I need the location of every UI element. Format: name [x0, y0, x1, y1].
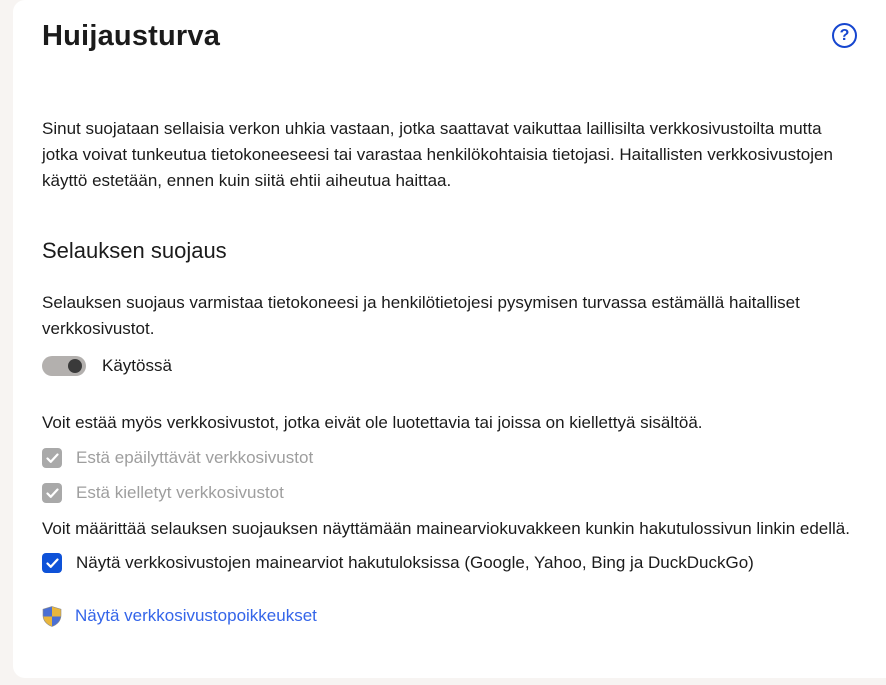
block-sites-info: Voit estää myös verkkosivustot, jotka eivät ole luotettavia tai joissa on kiellettyä sisältöä.: [42, 413, 703, 432]
checkbox-row-suspicious-sites: [42, 445, 858, 471]
rating-icon-info: Voit määrittää selauksen suojauksen näyttämään mainearviokuvakkeen kunkin hakutulossivun linkin edellä.: [42, 519, 850, 538]
settings-content: [13, 0, 886, 678]
checkmark-icon: [46, 453, 59, 464]
browsing-protection-description: Selauksen suojaus varmistaa tietokoneesi ja henkilötietojesi pysymisen turvassa estämällä haitalliset verkkosivustot.: [42, 293, 800, 338]
toggle-state-label: Käytössä: [102, 356, 172, 375]
browsing-protection-toggle[interactable]: [42, 356, 86, 376]
checkbox-prohibited-sites[interactable]: [42, 483, 62, 503]
checkmark-icon: [46, 488, 59, 499]
toggle-knob: [68, 359, 82, 373]
checkbox-row-prohibited-sites: [42, 480, 858, 506]
checkbox-search-ratings[interactable]: [42, 553, 62, 573]
checkbox-label-suspicious-sites: Estä epäilyttävät verkkosivustot: [76, 448, 314, 467]
checkbox-label-search-ratings: Näytä verkkosivustojen mainearviot hakutuloksissa (Google, Yahoo, Bing ja DuckDuckGo): [76, 553, 754, 572]
checkbox-suspicious-sites[interactable]: [42, 448, 62, 468]
intro-paragraph: Sinut suojataan sellaisia verkon uhkia vastaan, jotka saattavat vaikuttaa laillisilta verkkosivustoilta mutta jotka voivat tunkeutua tietokoneeseesi tai varastaa henkilökohtaisia tietojasi. Haitallisten verkkosivustojen käyttö estetään, ennen kuin siitä ehtii aiheutua haittaa.: [42, 119, 833, 190]
website-exceptions-row: [42, 604, 858, 628]
settings-card: [13, 0, 886, 678]
uac-shield-icon: [42, 606, 62, 627]
page-title: Huijausturva: [42, 20, 221, 52]
website-exceptions-link[interactable]: Näytä verkkosivustopoikkeukset: [75, 606, 317, 625]
help-icon[interactable]: [832, 23, 857, 48]
browsing-protection-toggle-row: [42, 354, 858, 378]
help-icon-glyph: ?: [839, 26, 850, 44]
checkbox-label-prohibited-sites: Estä kielletyt verkkosivustot: [76, 483, 284, 502]
checkmark-icon: [46, 558, 59, 569]
checkbox-row-search-ratings: [42, 550, 858, 576]
section-heading-browsing-protection: Selauksen suojaus: [42, 238, 227, 263]
